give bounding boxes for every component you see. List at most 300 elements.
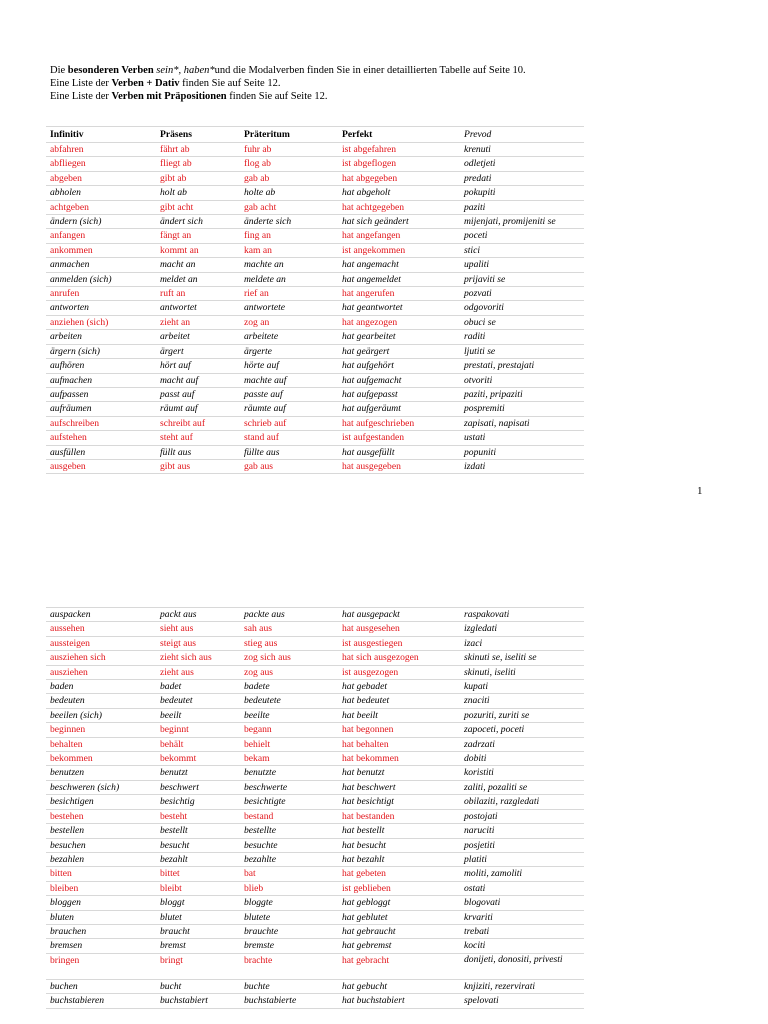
table-row — [46, 824, 584, 838]
table-row — [46, 910, 584, 924]
praeteritum-cell: brauchte — [240, 924, 338, 938]
prevod-cell: odletjeti — [460, 157, 584, 171]
praeteritum-cell: bestellte — [240, 824, 338, 838]
praesens-cell: schreibt auf — [156, 416, 240, 430]
praesens-cell: bekommt — [156, 752, 240, 766]
perfekt-cell: hat bekommen — [338, 752, 460, 766]
perfekt-cell: hat aufgeschrieben — [338, 416, 460, 430]
praeteritum-cell: besichtigte — [240, 795, 338, 809]
praesens-cell: beeilt — [156, 708, 240, 722]
table-row — [46, 752, 584, 766]
perfekt-cell: hat sich ausgezogen — [338, 651, 460, 665]
prevod-cell: naruciti — [460, 824, 584, 838]
table-row — [46, 258, 584, 272]
praesens-cell: bedeutet — [156, 694, 240, 708]
praesens-cell: packt aus — [156, 608, 240, 622]
praeteritum-cell: bat — [240, 867, 338, 881]
praeteritum-cell: badete — [240, 680, 338, 694]
perfekt-cell: hat gebeten — [338, 867, 460, 881]
praesens-cell: gibt aus — [156, 459, 240, 473]
infinitiv-cell: ausziehen sich — [46, 651, 156, 665]
praesens-cell: bringt — [156, 953, 240, 979]
praesens-cell: beschwert — [156, 780, 240, 794]
infinitiv-cell: bestellen — [46, 824, 156, 838]
praeteritum-cell: machte an — [240, 258, 338, 272]
perfekt-cell: hat ausgefüllt — [338, 445, 460, 459]
prevod-cell: znaciti — [460, 694, 584, 708]
praeteritum-cell: zog sich aus — [240, 651, 338, 665]
praeteritum-cell: brachte — [240, 953, 338, 979]
table-row — [46, 301, 584, 315]
praesens-cell: fliegt ab — [156, 157, 240, 171]
praesens-cell: meldet an — [156, 272, 240, 286]
prevod-cell: ustati — [460, 431, 584, 445]
prevod-cell: posjetiti — [460, 838, 584, 852]
praesens-cell: antwortet — [156, 301, 240, 315]
praesens-cell: gibt ab — [156, 171, 240, 185]
infinitiv-cell: ausfüllen — [46, 445, 156, 459]
prevod-cell: knjiziti, rezervirati — [460, 979, 584, 993]
perfekt-cell: hat behalten — [338, 737, 460, 751]
infinitiv-cell: ärgern (sich) — [46, 344, 156, 358]
infinitiv-cell: ankommen — [46, 243, 156, 257]
infinitiv-cell: bloggen — [46, 896, 156, 910]
praeteritum-cell: passte auf — [240, 387, 338, 401]
praesens-cell: besichtig — [156, 795, 240, 809]
table-row — [46, 272, 584, 286]
table-row — [46, 608, 584, 622]
table-row — [46, 708, 584, 722]
prevod-cell: ostati — [460, 881, 584, 895]
praeteritum-cell: antwortete — [240, 301, 338, 315]
prevod-cell: krvariti — [460, 910, 584, 924]
header-infinitiv: Infinitiv — [46, 127, 156, 143]
prevod-cell: obilaziti, razgledati — [460, 795, 584, 809]
infinitiv-cell: bluten — [46, 910, 156, 924]
prevod-cell: raditi — [460, 330, 584, 344]
table-row — [46, 431, 584, 445]
praeteritum-cell: bezahlte — [240, 852, 338, 866]
perfekt-cell: hat aufgepasst — [338, 387, 460, 401]
perfekt-cell: hat besucht — [338, 838, 460, 852]
table-row — [46, 881, 584, 895]
praeteritum-cell: rief an — [240, 287, 338, 301]
table-row — [46, 622, 584, 636]
praesens-cell: räumt auf — [156, 402, 240, 416]
praeteritum-cell: sah aus — [240, 622, 338, 636]
praesens-cell: beginnt — [156, 723, 240, 737]
perfekt-cell: ist geblieben — [338, 881, 460, 895]
praesens-cell: zieht aus — [156, 665, 240, 679]
perfekt-cell: hat bezahlt — [338, 852, 460, 866]
perfekt-cell: hat beeilt — [338, 708, 460, 722]
perfekt-cell: hat gearbeitet — [338, 330, 460, 344]
prevod-cell: zapisati, napisati — [460, 416, 584, 430]
infinitiv-cell: aufstehen — [46, 431, 156, 445]
perfekt-cell: hat gebadet — [338, 680, 460, 694]
header-praeteritum: Präteritum — [240, 127, 338, 143]
praeteritum-cell: begann — [240, 723, 338, 737]
infinitiv-cell: anmachen — [46, 258, 156, 272]
praesens-cell: sieht aus — [156, 622, 240, 636]
infinitiv-cell: aufpassen — [46, 387, 156, 401]
prevod-cell: poceti — [460, 229, 584, 243]
table-row — [46, 979, 584, 993]
praesens-cell: ändert sich — [156, 215, 240, 229]
perfekt-cell: hat aufgemacht — [338, 373, 460, 387]
infinitiv-cell: bringen — [46, 953, 156, 979]
praeteritum-cell: gab aus — [240, 459, 338, 473]
praeteritum-cell: kam an — [240, 243, 338, 257]
praeteritum-cell: schrieb auf — [240, 416, 338, 430]
infinitiv-cell: bremsen — [46, 939, 156, 953]
praeteritum-cell: benutzte — [240, 766, 338, 780]
perfekt-cell: hat angemacht — [338, 258, 460, 272]
praeteritum-cell: stieg aus — [240, 636, 338, 650]
infinitiv-cell: bedeuten — [46, 694, 156, 708]
intro-line-1: Die besonderen Verben sein*, haben*und die Modalverben finden Sie in einer detaillierten Tabelle auf Seite 10. — [50, 65, 526, 76]
table-row — [46, 344, 584, 358]
perfekt-cell: hat geantwortet — [338, 301, 460, 315]
prevod-cell: ljutiti se — [460, 344, 584, 358]
table-row — [46, 243, 584, 257]
praesens-cell: arbeitet — [156, 330, 240, 344]
perfekt-cell: hat gebracht — [338, 953, 460, 979]
praesens-cell: holt ab — [156, 186, 240, 200]
table-row — [46, 402, 584, 416]
praeteritum-cell: besuchte — [240, 838, 338, 852]
praesens-cell: ruft an — [156, 287, 240, 301]
table-row — [46, 373, 584, 387]
prevod-cell: zadrzati — [460, 737, 584, 751]
praeteritum-cell: beeilte — [240, 708, 338, 722]
praeteritum-cell: holte ab — [240, 186, 338, 200]
infinitiv-cell: anrufen — [46, 287, 156, 301]
table-row — [46, 795, 584, 809]
prevod-cell: dobiti — [460, 752, 584, 766]
praesens-cell: badet — [156, 680, 240, 694]
perfekt-cell: ist abgeflogen — [338, 157, 460, 171]
infinitiv-cell: bitten — [46, 867, 156, 881]
table-body-1 — [46, 143, 584, 474]
praesens-cell: bleibt — [156, 881, 240, 895]
table-row — [46, 171, 584, 185]
perfekt-cell: hat aufgehört — [338, 359, 460, 373]
infinitiv-cell: besichtigen — [46, 795, 156, 809]
perfekt-cell: hat abgegeben — [338, 171, 460, 185]
prevod-cell: koristiti — [460, 766, 584, 780]
prevod-cell: obuci se — [460, 315, 584, 329]
prevod-cell: pospremiti — [460, 402, 584, 416]
prevod-cell: raspakovati — [460, 608, 584, 622]
table-row — [46, 939, 584, 953]
table-row — [46, 200, 584, 214]
header-perfekt: Perfekt — [338, 127, 460, 143]
infinitiv-cell: abfliegen — [46, 157, 156, 171]
praesens-cell: ärgert — [156, 344, 240, 358]
perfekt-cell: hat ausgegeben — [338, 459, 460, 473]
praesens-cell: bezahlt — [156, 852, 240, 866]
prevod-cell: odgovoriti — [460, 301, 584, 315]
prevod-cell: upaliti — [460, 258, 584, 272]
infinitiv-cell: anmelden (sich) — [46, 272, 156, 286]
infinitiv-cell: benutzen — [46, 766, 156, 780]
infinitiv-cell: buchstabieren — [46, 994, 156, 1008]
prevod-cell: otvoriti — [460, 373, 584, 387]
infinitiv-cell: achtgeben — [46, 200, 156, 214]
prevod-cell: popuniti — [460, 445, 584, 459]
perfekt-cell: hat besichtigt — [338, 795, 460, 809]
perfekt-cell: hat bedeutet — [338, 694, 460, 708]
prevod-cell: predati — [460, 171, 584, 185]
infinitiv-cell: ändern (sich) — [46, 215, 156, 229]
table-row — [46, 229, 584, 243]
prevod-cell: blogovati — [460, 896, 584, 910]
praesens-cell: braucht — [156, 924, 240, 938]
prevod-cell: izaci — [460, 636, 584, 650]
prevod-cell: zaliti, pozaliti se — [460, 780, 584, 794]
praeteritum-cell: arbeitete — [240, 330, 338, 344]
praeteritum-cell: bedeutete — [240, 694, 338, 708]
perfekt-cell: hat geblutet — [338, 910, 460, 924]
praesens-cell: fährt ab — [156, 143, 240, 157]
infinitiv-cell: aufräumen — [46, 402, 156, 416]
praeteritum-cell: bekam — [240, 752, 338, 766]
table-row — [46, 215, 584, 229]
prevod-cell: krenuti — [460, 143, 584, 157]
infinitiv-cell: aufhören — [46, 359, 156, 373]
praesens-cell: besucht — [156, 838, 240, 852]
perfekt-cell: ist aufgestanden — [338, 431, 460, 445]
praeteritum-cell: füllte aus — [240, 445, 338, 459]
praesens-cell: steht auf — [156, 431, 240, 445]
prevod-cell: platiti — [460, 852, 584, 866]
perfekt-cell: hat gebucht — [338, 979, 460, 993]
perfekt-cell: hat beschwert — [338, 780, 460, 794]
praeteritum-cell: zog an — [240, 315, 338, 329]
perfekt-cell: hat aufgeräumt — [338, 402, 460, 416]
praesens-cell: füllt aus — [156, 445, 240, 459]
praeteritum-cell: gab acht — [240, 200, 338, 214]
infinitiv-cell: beschweren (sich) — [46, 780, 156, 794]
praesens-cell: bloggt — [156, 896, 240, 910]
table-row — [46, 330, 584, 344]
prevod-cell: paziti — [460, 200, 584, 214]
praesens-cell: fängt an — [156, 229, 240, 243]
perfekt-cell: hat bestellt — [338, 824, 460, 838]
table-row — [46, 924, 584, 938]
prevod-cell: spelovati — [460, 994, 584, 1008]
praesens-cell: bucht — [156, 979, 240, 993]
praesens-cell: macht auf — [156, 373, 240, 387]
praeteritum-cell: blieb — [240, 881, 338, 895]
header-praesens: Präsens — [156, 127, 240, 143]
perfekt-cell: hat achtgegeben — [338, 200, 460, 214]
table-row — [46, 994, 584, 1008]
table-row — [46, 459, 584, 473]
perfekt-cell: hat ausgepackt — [338, 608, 460, 622]
infinitiv-cell: baden — [46, 680, 156, 694]
table-row — [46, 651, 584, 665]
praeteritum-cell: änderte sich — [240, 215, 338, 229]
prevod-cell: skinuti, iseliti — [460, 665, 584, 679]
praesens-cell: kommt an — [156, 243, 240, 257]
perfekt-cell: hat geärgert — [338, 344, 460, 358]
praeteritum-cell: gab ab — [240, 171, 338, 185]
praesens-cell: passt auf — [156, 387, 240, 401]
praeteritum-cell: buchte — [240, 979, 338, 993]
perfekt-cell: hat gebloggt — [338, 896, 460, 910]
praesens-cell: bittet — [156, 867, 240, 881]
praesens-cell: blutet — [156, 910, 240, 924]
perfekt-cell: hat bestanden — [338, 809, 460, 823]
table-row — [46, 680, 584, 694]
table-row — [46, 186, 584, 200]
praesens-cell: behält — [156, 737, 240, 751]
praesens-cell: benutzt — [156, 766, 240, 780]
table-row — [46, 766, 584, 780]
praesens-cell: bestellt — [156, 824, 240, 838]
infinitiv-cell: aussehen — [46, 622, 156, 636]
praesens-cell: hört auf — [156, 359, 240, 373]
prevod-cell: izgledati — [460, 622, 584, 636]
intro-line-3: Eine Liste der Verben mit Präpositionen finden Sie auf Seite 12. — [50, 91, 328, 102]
perfekt-cell: hat ausgesehen — [338, 622, 460, 636]
prevod-cell: mijenjati, promijeniti se — [460, 215, 584, 229]
prevod-cell: pozvati — [460, 287, 584, 301]
praesens-cell: zieht an — [156, 315, 240, 329]
praeteritum-cell: blutete — [240, 910, 338, 924]
infinitiv-cell: bezahlen — [46, 852, 156, 866]
infinitiv-cell: abgeben — [46, 171, 156, 185]
infinitiv-cell: besuchen — [46, 838, 156, 852]
praesens-cell: steigt aus — [156, 636, 240, 650]
praeteritum-cell: stand auf — [240, 431, 338, 445]
table-row — [46, 665, 584, 679]
praeteritum-cell: bloggte — [240, 896, 338, 910]
perfekt-cell: hat abgeholt — [338, 186, 460, 200]
prevod-cell: skinuti se, iseliti se — [460, 651, 584, 665]
praeteritum-cell: packte aus — [240, 608, 338, 622]
infinitiv-cell: aussteigen — [46, 636, 156, 650]
infinitiv-cell: bekommen — [46, 752, 156, 766]
perfekt-cell: hat buchstabiert — [338, 994, 460, 1008]
infinitiv-cell: buchen — [46, 979, 156, 993]
perfekt-cell: hat sich geändert — [338, 215, 460, 229]
infinitiv-cell: ausziehen — [46, 665, 156, 679]
perfekt-cell: hat gebremst — [338, 939, 460, 953]
prevod-cell: stici — [460, 243, 584, 257]
praeteritum-cell: flog ab — [240, 157, 338, 171]
praeteritum-cell: bremste — [240, 939, 338, 953]
infinitiv-cell: abfahren — [46, 143, 156, 157]
praeteritum-cell: räumte auf — [240, 402, 338, 416]
perfekt-cell: hat benutzt — [338, 766, 460, 780]
table-row — [46, 315, 584, 329]
table-header-row — [46, 127, 584, 143]
praeteritum-cell: machte auf — [240, 373, 338, 387]
perfekt-cell: hat angemeldet — [338, 272, 460, 286]
intro-text — [50, 64, 526, 103]
header-prevod: Prevod — [460, 127, 584, 143]
praeteritum-cell: hörte auf — [240, 359, 338, 373]
intro-line-2: Eine Liste der Verben + Dativ finden Sie auf Seite 12. — [50, 78, 281, 89]
infinitiv-cell: anziehen (sich) — [46, 315, 156, 329]
perfekt-cell: hat begonnen — [338, 723, 460, 737]
infinitiv-cell: beginnen — [46, 723, 156, 737]
infinitiv-cell: aufschreiben — [46, 416, 156, 430]
praesens-cell: besteht — [156, 809, 240, 823]
table-row — [46, 780, 584, 794]
perfekt-cell: hat angerufen — [338, 287, 460, 301]
praeteritum-cell: behielt — [240, 737, 338, 751]
perfekt-cell: hat angefangen — [338, 229, 460, 243]
praesens-cell: buchstabiert — [156, 994, 240, 1008]
table-row — [46, 896, 584, 910]
table-row — [46, 287, 584, 301]
prevod-cell: zapoceti, poceti — [460, 723, 584, 737]
table-row — [46, 416, 584, 430]
table-row — [46, 143, 584, 157]
praesens-cell: zieht sich aus — [156, 651, 240, 665]
praesens-cell: macht an — [156, 258, 240, 272]
praeteritum-cell: bestand — [240, 809, 338, 823]
praeteritum-cell: meldete an — [240, 272, 338, 286]
table-row — [46, 867, 584, 881]
infinitiv-cell: antworten — [46, 301, 156, 315]
infinitiv-cell: beeilen (sich) — [46, 708, 156, 722]
praeteritum-cell: buchstabierte — [240, 994, 338, 1008]
page-number: 1 — [697, 485, 703, 497]
prevod-cell: donijeti, donositi, privesti — [460, 953, 584, 979]
table-row — [46, 723, 584, 737]
table-row — [46, 852, 584, 866]
table-row — [46, 737, 584, 751]
perfekt-cell: ist abgefahren — [338, 143, 460, 157]
infinitiv-cell: bleiben — [46, 881, 156, 895]
table-row — [46, 809, 584, 823]
prevod-cell: pokupiti — [460, 186, 584, 200]
perfekt-cell: ist ausgestiegen — [338, 636, 460, 650]
prevod-cell: trebati — [460, 924, 584, 938]
infinitiv-cell: ausgeben — [46, 459, 156, 473]
perfekt-cell: ist ausgezogen — [338, 665, 460, 679]
verb-table-page-1 — [46, 126, 584, 474]
table-row — [46, 636, 584, 650]
table-row — [46, 838, 584, 852]
infinitiv-cell: aufmachen — [46, 373, 156, 387]
infinitiv-cell: abholen — [46, 186, 156, 200]
infinitiv-cell: arbeiten — [46, 330, 156, 344]
table-row — [46, 694, 584, 708]
infinitiv-cell: bestehen — [46, 809, 156, 823]
table-row — [46, 445, 584, 459]
prevod-cell: prestati, prestajati — [460, 359, 584, 373]
prevod-cell: prijaviti se — [460, 272, 584, 286]
praeteritum-cell: fing an — [240, 229, 338, 243]
infinitiv-cell: behalten — [46, 737, 156, 751]
infinitiv-cell: auspacken — [46, 608, 156, 622]
table-row — [46, 359, 584, 373]
infinitiv-cell: anfangen — [46, 229, 156, 243]
table-row — [46, 953, 584, 979]
prevod-cell: izdati — [460, 459, 584, 473]
prevod-cell: paziti, pripaziti — [460, 387, 584, 401]
prevod-cell: pozuriti, zuriti se — [460, 708, 584, 722]
table-body-2 — [46, 608, 584, 1009]
praeteritum-cell: fuhr ab — [240, 143, 338, 157]
table-row — [46, 157, 584, 171]
